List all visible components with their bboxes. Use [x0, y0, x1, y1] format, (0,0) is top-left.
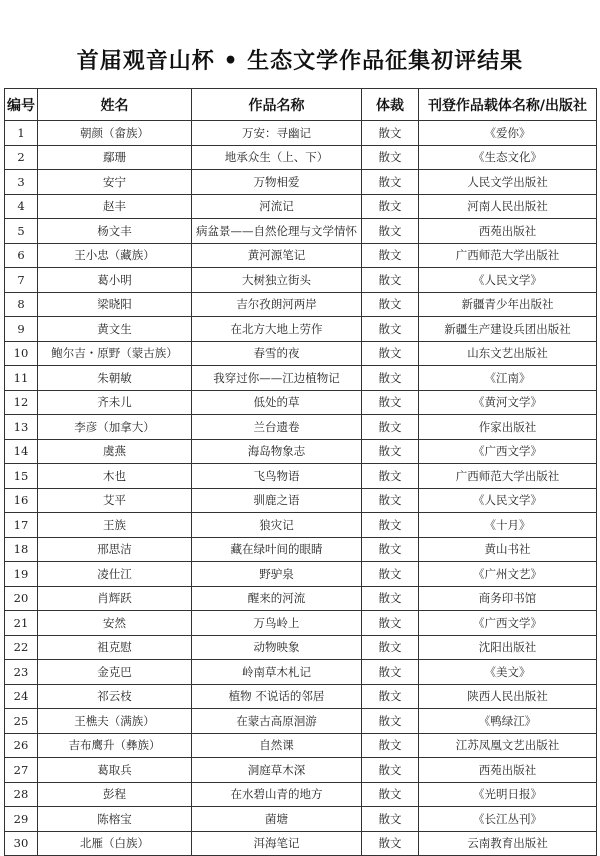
cell-number: 22: [5, 635, 38, 660]
cell-publisher: 《鸭绿江》: [419, 709, 597, 734]
table-row: [5, 660, 597, 685]
table-header-row: [5, 89, 597, 121]
cell-genre: 散文: [362, 268, 419, 293]
table-row: [5, 488, 597, 513]
cell-author-name: 齐未儿: [38, 390, 192, 415]
cell-publisher: 广西师范大学出版社: [419, 464, 597, 489]
table-row: [5, 733, 597, 758]
cell-publisher: 《广州文艺》: [419, 562, 597, 587]
table-row: [5, 219, 597, 244]
cell-genre: 散文: [362, 782, 419, 807]
cell-work-title: 菌塘: [192, 807, 362, 832]
cell-publisher: 《人民文学》: [419, 488, 597, 513]
table-row: [5, 121, 597, 146]
cell-number: 7: [5, 268, 38, 293]
cell-author-name: 虞燕: [38, 439, 192, 464]
cell-genre: 散文: [362, 513, 419, 538]
cell-work-title: 醒来的河流: [192, 586, 362, 611]
cell-number: 16: [5, 488, 38, 513]
cell-number: 9: [5, 317, 38, 342]
table-row: [5, 194, 597, 219]
cell-publisher: 广西师范大学出版社: [419, 243, 597, 268]
cell-number: 30: [5, 831, 38, 856]
header-name: 姓名: [38, 89, 192, 121]
cell-author-name: 安宁: [38, 170, 192, 195]
cell-genre: 散文: [362, 145, 419, 170]
cell-publisher: 《人民文学》: [419, 268, 597, 293]
cell-genre: 散文: [362, 390, 419, 415]
cell-work-title: 飞鸟物语: [192, 464, 362, 489]
cell-publisher: 西苑出版社: [419, 219, 597, 244]
table-row: [5, 341, 597, 366]
cell-author-name: 木也: [38, 464, 192, 489]
table-row: [5, 782, 597, 807]
cell-work-title: 万鸟岭上: [192, 611, 362, 636]
cell-author-name: 肖辉跃: [38, 586, 192, 611]
table-row: [5, 464, 597, 489]
header-number: 编号: [5, 89, 38, 121]
cell-work-title: 岭南草木札记: [192, 660, 362, 685]
cell-genre: 散文: [362, 170, 419, 195]
cell-work-title: 自然课: [192, 733, 362, 758]
cell-work-title: 洞庭草木深: [192, 758, 362, 783]
cell-number: 17: [5, 513, 38, 538]
cell-genre: 散文: [362, 488, 419, 513]
cell-author-name: 艾平: [38, 488, 192, 513]
cell-work-title: 吉尔孜朗河两岸: [192, 292, 362, 317]
cell-genre: 散文: [362, 121, 419, 146]
table-row: [5, 709, 597, 734]
table-row: [5, 635, 597, 660]
cell-genre: 散文: [362, 807, 419, 832]
cell-work-title: 河流记: [192, 194, 362, 219]
cell-number: 19: [5, 562, 38, 587]
cell-work-title: 洱海笔记: [192, 831, 362, 856]
cell-work-title: 在北方大地上劳作: [192, 317, 362, 342]
cell-genre: 散文: [362, 317, 419, 342]
cell-number: 2: [5, 145, 38, 170]
cell-work-title: 黄河源笔记: [192, 243, 362, 268]
table-row: [5, 415, 597, 440]
cell-genre: 散文: [362, 586, 419, 611]
cell-number: 28: [5, 782, 38, 807]
table-row: [5, 390, 597, 415]
cell-number: 21: [5, 611, 38, 636]
table-row: [5, 243, 597, 268]
cell-author-name: 凌仕江: [38, 562, 192, 587]
header-genre: 体裁: [362, 89, 419, 121]
cell-author-name: 黄文生: [38, 317, 192, 342]
cell-work-title: 狼灾记: [192, 513, 362, 538]
cell-genre: 散文: [362, 562, 419, 587]
cell-genre: 散文: [362, 684, 419, 709]
cell-work-title: 在水碧山青的地方: [192, 782, 362, 807]
cell-author-name: 金克巴: [38, 660, 192, 685]
cell-number: 8: [5, 292, 38, 317]
cell-genre: 散文: [362, 635, 419, 660]
cell-number: 12: [5, 390, 38, 415]
cell-number: 25: [5, 709, 38, 734]
table-row: [5, 611, 597, 636]
cell-genre: 散文: [362, 292, 419, 317]
cell-work-title: 动物映象: [192, 635, 362, 660]
cell-genre: 散文: [362, 758, 419, 783]
cell-author-name: 朝颜（畲族）: [38, 121, 192, 146]
cell-publisher: 云南教育出版社: [419, 831, 597, 856]
table-row: [5, 758, 597, 783]
cell-work-title: 低处的草: [192, 390, 362, 415]
cell-publisher: 《广西文学》: [419, 439, 597, 464]
table-row: [5, 170, 597, 195]
cell-work-title: 地承众生（上、下）: [192, 145, 362, 170]
cell-publisher: 西苑出版社: [419, 758, 597, 783]
cell-number: 15: [5, 464, 38, 489]
table-row: [5, 831, 597, 856]
cell-publisher: 《光明日报》: [419, 782, 597, 807]
cell-number: 13: [5, 415, 38, 440]
table-row: [5, 439, 597, 464]
cell-genre: 散文: [362, 341, 419, 366]
table-row: [5, 807, 597, 832]
cell-publisher: 商务印书馆: [419, 586, 597, 611]
cell-publisher: 人民文学出版社: [419, 170, 597, 195]
cell-author-name: 葛小明: [38, 268, 192, 293]
cell-author-name: 祖克慰: [38, 635, 192, 660]
cell-author-name: 鄢珊: [38, 145, 192, 170]
cell-work-title: 大树独立街头: [192, 268, 362, 293]
cell-publisher: 《美文》: [419, 660, 597, 685]
cell-genre: 散文: [362, 219, 419, 244]
table-row: [5, 586, 597, 611]
cell-author-name: 吉布鹰升（彝族）: [38, 733, 192, 758]
cell-publisher: 《生态文化》: [419, 145, 597, 170]
cell-publisher: 《江南》: [419, 366, 597, 391]
cell-number: 20: [5, 586, 38, 611]
cell-number: 3: [5, 170, 38, 195]
cell-publisher: 黄山书社: [419, 537, 597, 562]
cell-author-name: 安然: [38, 611, 192, 636]
cell-publisher: 作家出版社: [419, 415, 597, 440]
table-row: [5, 317, 597, 342]
table-row: [5, 537, 597, 562]
header-publisher: 刊登作品载体名称/出版社: [419, 89, 597, 121]
cell-genre: 散文: [362, 611, 419, 636]
table-row: [5, 562, 597, 587]
cell-work-title: 藏在绿叶间的眼睛: [192, 537, 362, 562]
cell-publisher: 新疆生产建设兵团出版社: [419, 317, 597, 342]
table-row: [5, 292, 597, 317]
cell-publisher: 《广西文学》: [419, 611, 597, 636]
cell-publisher: 《黄河文学》: [419, 390, 597, 415]
cell-work-title: 植物 不说话的邻居: [192, 684, 362, 709]
cell-work-title: 驯鹿之语: [192, 488, 362, 513]
cell-author-name: 北雁（白族）: [38, 831, 192, 856]
cell-genre: 散文: [362, 464, 419, 489]
cell-publisher: 河南人民出版社: [419, 194, 597, 219]
cell-author-name: 李彦（加拿大）: [38, 415, 192, 440]
cell-publisher: 沈阳出版社: [419, 635, 597, 660]
cell-genre: 散文: [362, 831, 419, 856]
cell-number: 23: [5, 660, 38, 685]
cell-genre: 散文: [362, 709, 419, 734]
results-table: [4, 88, 597, 856]
cell-publisher: 《十月》: [419, 513, 597, 538]
cell-publisher: 陕西人民出版社: [419, 684, 597, 709]
cell-number: 18: [5, 537, 38, 562]
cell-publisher: 《爱你》: [419, 121, 597, 146]
cell-work-title: 野驴泉: [192, 562, 362, 587]
cell-number: 6: [5, 243, 38, 268]
table-body: [5, 121, 597, 856]
cell-number: 26: [5, 733, 38, 758]
cell-genre: 散文: [362, 439, 419, 464]
cell-work-title: 在蒙古高原洄游: [192, 709, 362, 734]
cell-genre: 散文: [362, 537, 419, 562]
table-row: [5, 366, 597, 391]
cell-author-name: 赵丰: [38, 194, 192, 219]
cell-work-title: 兰台遗卷: [192, 415, 362, 440]
table-row: [5, 268, 597, 293]
cell-number: 29: [5, 807, 38, 832]
cell-work-title: 我穿过你——江边植物记: [192, 366, 362, 391]
cell-genre: 散文: [362, 660, 419, 685]
cell-number: 24: [5, 684, 38, 709]
cell-publisher: 山东文艺出版社: [419, 341, 597, 366]
cell-genre: 散文: [362, 733, 419, 758]
page-title: 首届观音山杯 • 生态文学作品征集初评结果: [76, 48, 524, 74]
cell-work-title: 春雪的夜: [192, 341, 362, 366]
cell-genre: 散文: [362, 194, 419, 219]
cell-publisher: 江苏凤凰文艺出版社: [419, 733, 597, 758]
cell-genre: 散文: [362, 415, 419, 440]
cell-genre: 散文: [362, 243, 419, 268]
cell-author-name: 杨文丰: [38, 219, 192, 244]
cell-author-name: 鲍尔吉・原野（蒙古族）: [38, 341, 192, 366]
cell-number: 10: [5, 341, 38, 366]
cell-genre: 散文: [362, 366, 419, 391]
cell-author-name: 葛取兵: [38, 758, 192, 783]
cell-author-name: 邢思洁: [38, 537, 192, 562]
cell-author-name: 祁云枝: [38, 684, 192, 709]
cell-author-name: 梁晓阳: [38, 292, 192, 317]
table-row: [5, 684, 597, 709]
cell-number: 11: [5, 366, 38, 391]
cell-author-name: 彭程: [38, 782, 192, 807]
table-row: [5, 145, 597, 170]
cell-work-title: 万物相爱: [192, 170, 362, 195]
cell-work-title: 万安：寻幽记: [192, 121, 362, 146]
table-row: [5, 513, 597, 538]
cell-work-title: 病盆景——自然伦理与文学情怀: [192, 219, 362, 244]
cell-number: 14: [5, 439, 38, 464]
header-work-title: 作品名称: [192, 89, 362, 121]
cell-author-name: 王族: [38, 513, 192, 538]
cell-work-title: 海岛物象志: [192, 439, 362, 464]
cell-publisher: 新疆青少年出版社: [419, 292, 597, 317]
cell-number: 5: [5, 219, 38, 244]
cell-number: 4: [5, 194, 38, 219]
cell-author-name: 朱朝敏: [38, 366, 192, 391]
cell-number: 1: [5, 121, 38, 146]
cell-number: 27: [5, 758, 38, 783]
cell-publisher: 《长江丛刊》: [419, 807, 597, 832]
cell-author-name: 陈榕宝: [38, 807, 192, 832]
cell-author-name: 王小忠（藏族）: [38, 243, 192, 268]
cell-author-name: 王樵夫（满族）: [38, 709, 192, 734]
